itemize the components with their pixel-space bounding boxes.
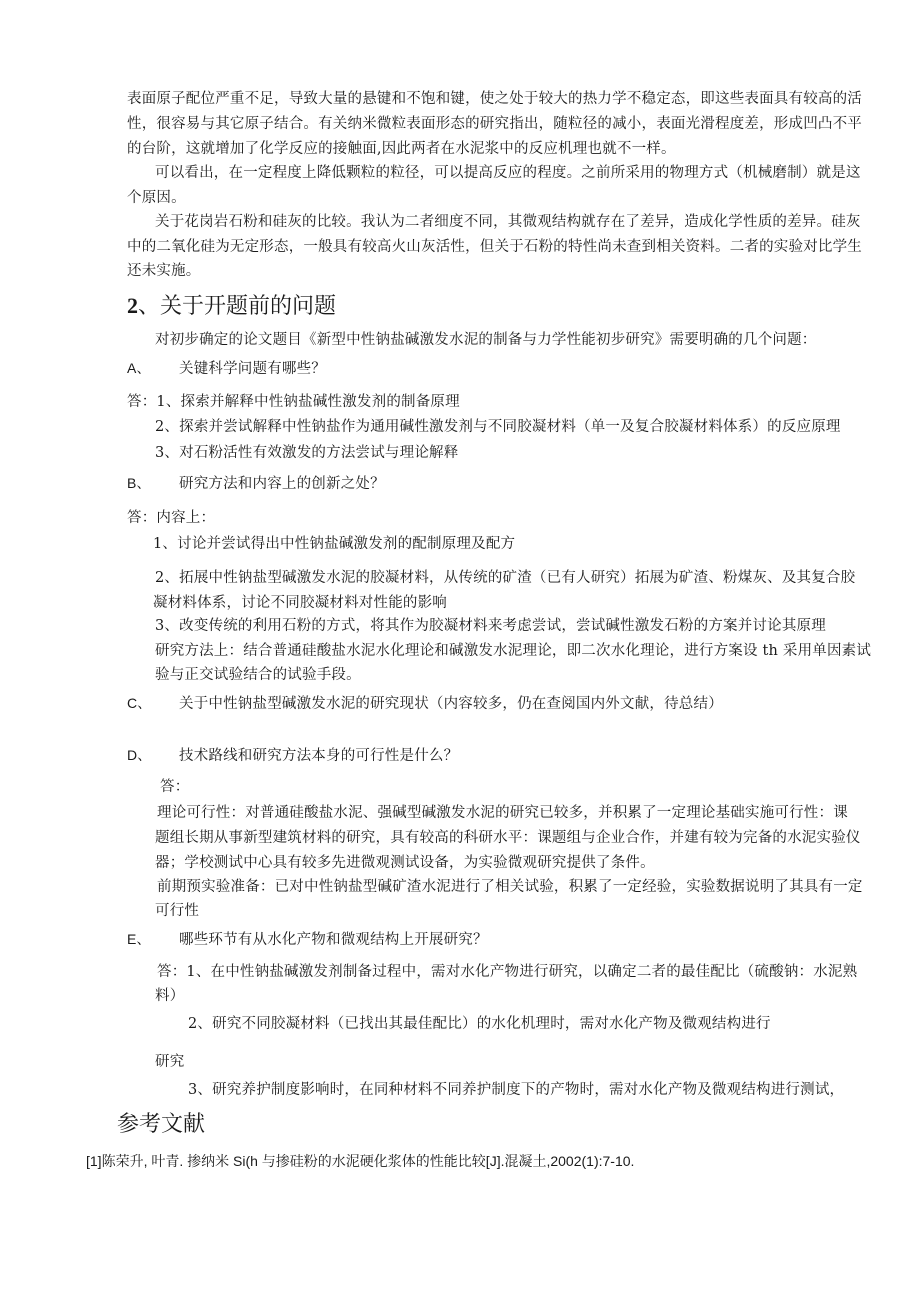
answer-d-0: 答： — [160, 779, 190, 795]
para1-line3: 的台阶，这就增加了化学反应的接触面,因此两者在水泥浆中的反应机理也就不一样。 — [127, 141, 676, 157]
section-heading — [127, 292, 336, 321]
answer-e-2c: 研究 — [155, 1054, 185, 1070]
section-number: 2 — [127, 293, 138, 318]
question-c-label: C、 — [127, 695, 152, 711]
answer-e-3: 3、研究养护制度影响时，在同种材料不同养护制度下的产物时，需对水化产物及微观结构进行测试， — [188, 1082, 845, 1098]
question-a — [127, 358, 326, 379]
question-b-label: B、 — [127, 475, 151, 491]
question-e — [127, 929, 488, 950]
para2-line1: 可以看出，在一定程度上降低颗粒的粒径，可以提高反应的程度。之前所采用的物理方式（机械磨制）就是这 — [155, 165, 861, 181]
answer-b-2a: 2、拓展中性钠盐型碱激发水泥的胶凝材料，从传统的矿渣（已有人研究）拓展为矿渣、粉煤灰、及其复合胶 — [155, 570, 856, 586]
para2-line2: 个原因。 — [127, 190, 186, 206]
answer-b-3: 3、改变传统的利用石粉的方式，将其作为胶凝材料来考虑尝试，尝试碱性激发石粉的方案并讨论其原理 — [155, 618, 826, 634]
para1-line1: 表面原子配位严重不足，导致大量的悬键和不饱和键，使之处于较大的热力学不稳定态，即这些表面具有较高的活 — [127, 91, 862, 107]
answer-a-3: 3、对石粉活性有效激发的方法尝试与理论解释 — [155, 445, 459, 461]
prep-line2: 可行性 — [155, 903, 200, 919]
prep-line1: 前期预实验准备：已对中性钠盐型碱矿渣水泥进行了相关试验，积累了一定经验，实验数据说明了其具有一定 — [157, 879, 863, 895]
para3-line2: 中的二氧化硅为无定形态，一般具有较高火山灰活性，但关于石粉的特性尚未查到相关资料。二者的实验对比学生 — [127, 239, 862, 255]
question-b — [127, 473, 385, 494]
answer-b-1: 1、讨论并尝试得出中性钠盐碱激发剂的配制原理及配方 — [153, 536, 516, 552]
feasibility-line1: 理论可行性：对普通硅酸盐水泥、强碱型碱激发水泥的研究已较多，并积累了一定理论基础实施可行性：课 — [157, 805, 848, 821]
answer-e-1a: 答：1、在中性钠盐碱激发剂制备过程中，需对水化产物进行研究，以确定二者的最佳配比（硫酸钠：水泥熟 — [157, 964, 858, 980]
question-e-label: E、 — [127, 931, 151, 947]
para3-line3: 还未实施。 — [127, 263, 201, 279]
question-c-text: 关于中性钠盐型碱激发水泥的研究现状（内容较多，仍在查阅国内外文献，待总结） — [179, 696, 723, 712]
answer-e-1b: 料） — [155, 988, 185, 1004]
answer-a-2: 2、探索并尝试解释中性钠盐作为通用碱性激发剂与不同胶凝材料（单一及复合胶凝材料体系）的反应原理 — [155, 419, 841, 435]
reference-1: [1]陈荣升, 叶青. 掺纳米 Si(h 与掺硅粉的水泥硬化浆体的性能比较[J].混凝土,2002(1):7-10. — [86, 1153, 635, 1169]
section-title: 、关于开题前的问题 — [138, 294, 337, 319]
answer-b-0: 答：内容上： — [127, 510, 216, 526]
question-d-text: 技术路线和研究方法本身的可行性是什么？ — [179, 748, 459, 764]
question-d — [127, 745, 458, 766]
para3-line1: 关于花岗岩石粉和硅灰的比较。我认为二者细度不同，其微观结构就存在了差异，造成化学性质的差异。硅灰 — [155, 214, 861, 230]
answer-b-2b: 凝材料体系，讨论不同胶凝材料对性能的影响 — [153, 595, 447, 611]
answer-a-1: 答：1、探索并解释中性钠盐碱性激发剂的制备原理 — [127, 394, 460, 410]
feasibility-line3: 器；学校测试中心具有较多先进微观测试设备，为实验微观研究提供了条件。 — [155, 855, 655, 871]
intro-line: 对初步确定的论文题目《新型中性钠盐碱激发水泥的制备与力学性能初步研究》需要明确的几个问题： — [155, 332, 817, 348]
references-heading: 参考文献 — [117, 1112, 206, 1137]
para1-line2: 性，很容易与其它原子结合。有关纳米微粒表面形态的研究指出，随粒径的减小，表面光滑程度差，形成凹凸不平 — [127, 116, 862, 132]
method-line1: 研究方法上：结合普通硅酸盐水泥水化理论和碱激发水泥理论，即二次水化理论，进行方案设 th 采用单因素试 — [155, 643, 872, 659]
question-a-label: A、 — [127, 360, 151, 376]
question-e-text: 哪些环节有从水化产物和微观结构上开展研究？ — [179, 932, 488, 948]
question-d-label: D、 — [127, 747, 152, 763]
feasibility-line2: 题组长期从事新型建筑材料的研究，具有较高的科研水平：课题组与企业合作，并建有较为完备的水泥实验仪 — [155, 830, 861, 846]
question-b-text: 研究方法和内容上的创新之处？ — [179, 476, 385, 492]
question-c — [127, 693, 723, 714]
answer-e-2: 2、研究不同胶凝材料（已找出其最佳配比）的水化机理时，需对水化产物及微观结构进行 — [188, 1016, 771, 1032]
question-a-text: 关键科学问题有哪些？ — [179, 361, 326, 377]
method-line2: 验与正交试验结合的试验手段。 — [155, 667, 361, 683]
